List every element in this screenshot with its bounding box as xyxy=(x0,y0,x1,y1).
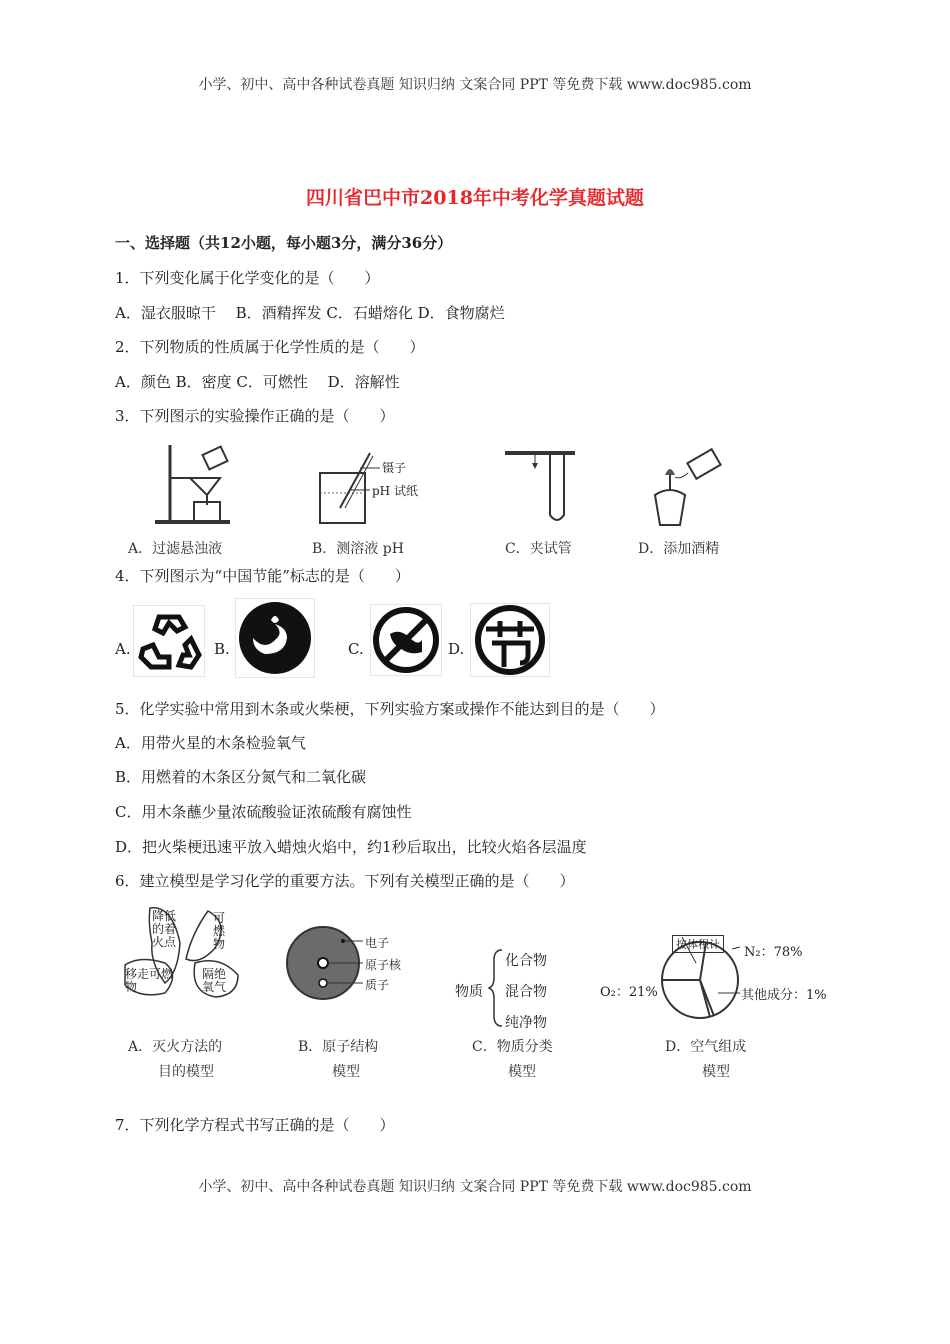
model-c-item-2: 混合物 xyxy=(505,984,547,1000)
energy-saving-logo-icon xyxy=(470,603,550,677)
q3-caption-c: C．夹试管 xyxy=(505,541,572,557)
classification-brace-figure xyxy=(488,948,504,1028)
n2-label: N₂：78% xyxy=(744,945,803,960)
ph-paper-label: pH 试纸 xyxy=(372,484,418,498)
q6-caption-c-line1: C．物质分类 xyxy=(472,1039,553,1055)
add-alcohol-figure xyxy=(640,445,730,530)
other-components-label: 其他成分：1% xyxy=(741,988,827,1003)
q6-caption-a-line2: 目的模型 xyxy=(158,1064,214,1080)
header-banner: 小学、初中、高中各种试卷真题 知识归纳 文案合同 PPT 等免费下载 www.doc985.com xyxy=(198,77,752,93)
q3-caption-a: A．过滤悬浊液 xyxy=(128,541,223,557)
air-composition-model-figure xyxy=(640,915,760,1025)
q3-caption-b: B．测溶液 pH xyxy=(312,541,404,557)
tweezers-label: 镊子 xyxy=(382,461,407,475)
q6-caption-c-line2: 模型 xyxy=(508,1064,536,1080)
q3-caption-d: D．添加酒精 xyxy=(638,541,720,557)
model-c-root-label: 物质 xyxy=(455,984,483,1000)
footer-banner: 小学、初中、高中各种试卷真题 知识归纳 文案合同 PPT 等免费下载 www.doc985.com xyxy=(198,1179,752,1195)
q6-caption-b-line2: 模型 xyxy=(332,1064,360,1080)
filtration-figure xyxy=(150,440,250,530)
model-a-top-right-label: 可燃物 xyxy=(213,911,226,951)
model-a-bottom-left-label: 移走可燃物 xyxy=(125,967,174,994)
section-heading: 一、选择题（共12小题，每小题3分，满分36分） xyxy=(115,234,453,252)
q7-stem: 7．下列化学方程式书写正确的是（ ） xyxy=(115,1116,395,1134)
q5-option-a: A．用带火星的木条检验氧气 xyxy=(115,734,306,752)
proton-label: 质子 xyxy=(365,978,390,992)
q5-stem: 5．化学实验中常用到木条或火柴梗，下列实验方案或操作不能达到目的是（ ） xyxy=(115,700,665,718)
nucleus-label: 原子核 xyxy=(365,958,402,972)
q2-options: A．颜色 B．密度 C．可燃性 D．溶解性 xyxy=(115,373,400,391)
q6-stem: 6．建立模型是学习化学的重要方法。下列有关模型正确的是（ ） xyxy=(115,872,575,890)
page-title: 四川省巴中市2018年中考化学真题试题 xyxy=(306,187,644,209)
electron-label: 电子 xyxy=(365,936,390,950)
q1-options: A．湿衣服晾干 B．酒精挥发 C．石蜡熔化 D．食物腐烂 xyxy=(115,304,505,322)
q5-option-d: D．把火柴梗迅速平放入蜡烛火焰中，约1秒后取出，比较火焰各层温度 xyxy=(115,838,587,856)
q4-option-a-letter: A. xyxy=(115,640,131,658)
model-a-top-left-label: 降低的着火点 xyxy=(152,909,177,949)
q2-stem: 2．下列物质的性质属于化学性质的是（ ） xyxy=(115,338,425,356)
q4-stem: 4．下列图示为“中国节能”标志的是（ ） xyxy=(115,567,410,585)
q5-option-c: C．用木条蘸少量浓硫酸验证浓硫酸有腐蚀性 xyxy=(115,803,412,821)
model-a-bottom-right-label: 隔绝氧气 xyxy=(202,967,227,994)
water-saving-logo-icon xyxy=(235,598,315,678)
no-smoking-logo-icon xyxy=(370,604,442,676)
q4-option-b-letter: B. xyxy=(214,640,230,658)
recycle-logo-icon xyxy=(133,605,205,677)
q6-caption-b-line1: B．原子结构 xyxy=(298,1039,379,1055)
q6-caption-d-line1: D．空气组成 xyxy=(665,1039,747,1055)
q3-stem: 3．下列图示的实验操作正确的是（ ） xyxy=(115,407,395,425)
q5-option-b: B．用燃着的木条区分氮气和二氧化碳 xyxy=(115,768,367,786)
by-volume-label: 按体积计 xyxy=(672,935,724,953)
q6-caption-a-line1: A．灭火方法的 xyxy=(128,1039,223,1055)
test-tube-clamp-figure xyxy=(500,445,580,530)
model-c-item-3: 纯净物 xyxy=(505,1015,547,1031)
model-c-item-1: 化合物 xyxy=(505,953,547,969)
q4-option-d-letter: D. xyxy=(448,640,465,658)
q4-option-c-letter: C. xyxy=(348,640,364,658)
q1-stem: 1．下列变化属于化学变化的是（ ） xyxy=(115,269,380,287)
q6-caption-d-line2: 模型 xyxy=(702,1064,730,1080)
o2-label: O₂：21% xyxy=(600,985,658,1000)
